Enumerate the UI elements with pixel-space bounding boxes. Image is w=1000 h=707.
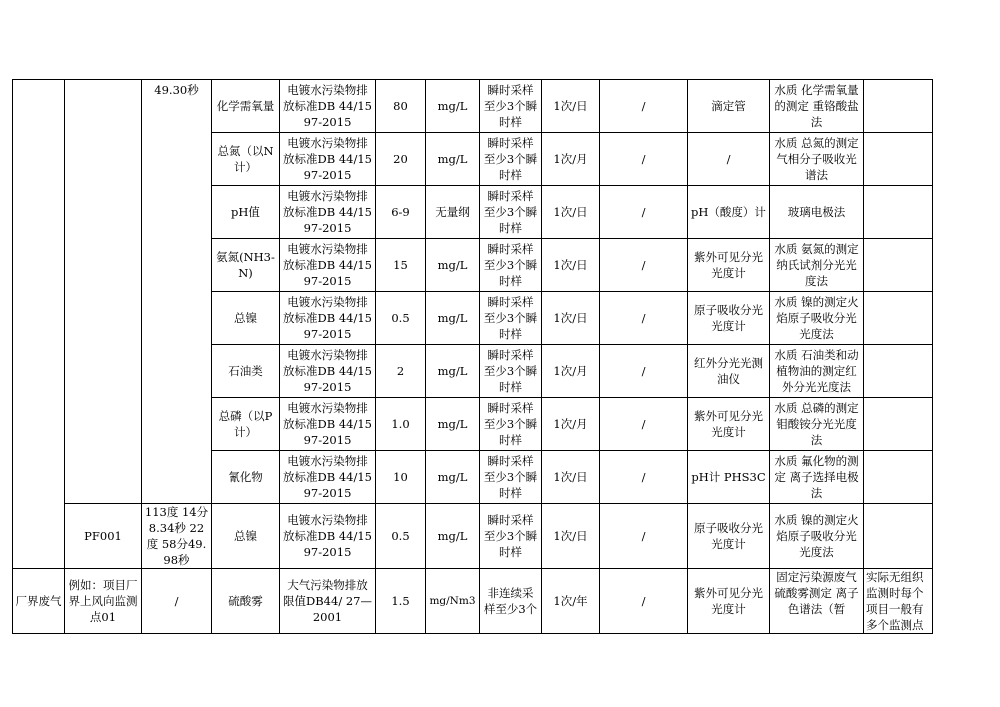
limit-cell: 10 bbox=[376, 451, 426, 504]
standard-cell: 电镀水污染物排放标准DB 44/1597-2015 bbox=[280, 186, 376, 239]
unit-cell: mg/L bbox=[426, 239, 480, 292]
qc-cell: / bbox=[600, 292, 688, 345]
frequency-cell: 1次/日 bbox=[542, 239, 600, 292]
coords-cell: / bbox=[142, 569, 212, 634]
item-cell: 总磷（以P计） bbox=[212, 398, 280, 451]
frequency-cell: 1次/日 bbox=[542, 451, 600, 504]
note-cell-blank bbox=[864, 504, 933, 569]
sampling-cell: 瞬时采样至少3个瞬时样 bbox=[480, 133, 542, 186]
note-cell-blank bbox=[864, 398, 933, 451]
method-cell: 玻璃电极法 bbox=[770, 186, 864, 239]
instrument-cell: pH计 PHS3C bbox=[688, 451, 770, 504]
item-cell: 总氮（以N计） bbox=[212, 133, 280, 186]
instrument-cell: 红外分光光测油仪 bbox=[688, 345, 770, 398]
coords-cell: 49.30秒 bbox=[142, 80, 212, 504]
table-body bbox=[13, 80, 933, 634]
unit-cell: mg/Nm3 bbox=[426, 569, 480, 634]
limit-cell: 6-9 bbox=[376, 186, 426, 239]
method-cell: 固定污染源废气硫酸雾测定 离子色谱法（暂 bbox=[770, 569, 864, 634]
unit-cell: mg/L bbox=[426, 504, 480, 569]
item-cell: 总镍 bbox=[212, 504, 280, 569]
instrument-cell: 滴定管 bbox=[688, 80, 770, 133]
note-cell-blank bbox=[864, 186, 933, 239]
sampling-cell: 瞬时采样至少3个瞬时样 bbox=[480, 239, 542, 292]
frequency-cell: 1次/月 bbox=[542, 398, 600, 451]
frequency-cell: 1次/年 bbox=[542, 569, 600, 634]
limit-cell: 0.5 bbox=[376, 292, 426, 345]
method-cell: 水质 氨氮的测定 纳氏试剂分光光度法 bbox=[770, 239, 864, 292]
standard-cell: 电镀水污染物排放标准DB 44/1597-2015 bbox=[280, 398, 376, 451]
frequency-cell: 1次/日 bbox=[542, 186, 600, 239]
unit-cell: mg/L bbox=[426, 451, 480, 504]
standard-cell: 电镀水污染物排放标准DB 44/1597-2015 bbox=[280, 80, 376, 133]
method-cell: 水质 总磷的测定 钼酸铵分光光度法 bbox=[770, 398, 864, 451]
method-cell: 水质 化学需氧量的测定 重铬酸盐法 bbox=[770, 80, 864, 133]
sampling-cell: 瞬时采样至少3个瞬时样 bbox=[480, 292, 542, 345]
instrument-cell: 紫外可见分光光度计 bbox=[688, 569, 770, 634]
unit-cell: mg/L bbox=[426, 398, 480, 451]
sampling-cell: 瞬时采样至少3个瞬时样 bbox=[480, 398, 542, 451]
standard-cell: 电镀水污染物排放标准DB 44/1597-2015 bbox=[280, 133, 376, 186]
coords-cell: 113度 14分8.34秒 22度 58分49.98秒 bbox=[142, 504, 212, 569]
frequency-cell: 1次/月 bbox=[542, 345, 600, 398]
outlet-cell: PF001 bbox=[65, 504, 142, 569]
limit-cell: 2 bbox=[376, 345, 426, 398]
instrument-cell: / bbox=[688, 133, 770, 186]
qc-cell: / bbox=[600, 133, 688, 186]
item-cell: pH值 bbox=[212, 186, 280, 239]
item-cell: 氰化物 bbox=[212, 451, 280, 504]
table-row bbox=[13, 569, 933, 634]
category-cell: 厂界废气 bbox=[13, 569, 65, 634]
standard-cell: 电镀水污染物排放标准DB 44/1597-2015 bbox=[280, 451, 376, 504]
instrument-cell: 原子吸收分光光度计 bbox=[688, 292, 770, 345]
qc-cell: / bbox=[600, 239, 688, 292]
unit-cell: mg/L bbox=[426, 80, 480, 133]
qc-cell: / bbox=[600, 186, 688, 239]
qc-cell: / bbox=[600, 345, 688, 398]
frequency-cell: 1次/日 bbox=[542, 80, 600, 133]
sampling-cell: 非连续采样至少3个 bbox=[480, 569, 542, 634]
unit-cell: mg/L bbox=[426, 345, 480, 398]
standard-cell: 电镀水污染物排放标准DB 44/1597-2015 bbox=[280, 239, 376, 292]
method-cell: 水质 镍的测定火焰原子吸收分光光度法 bbox=[770, 292, 864, 345]
sampling-cell: 瞬时采样至少3个瞬时样 bbox=[480, 451, 542, 504]
method-cell: 水质 石油类和动植物油的测定红外分光光度法 bbox=[770, 345, 864, 398]
unit-cell: mg/L bbox=[426, 133, 480, 186]
item-cell: 硫酸雾 bbox=[212, 569, 280, 634]
unit-cell: 无量纲 bbox=[426, 186, 480, 239]
sampling-cell: 瞬时采样至少3个瞬时样 bbox=[480, 80, 542, 133]
note-cell: 实际无组织监测时每个项目一般有多个监测点 bbox=[864, 569, 933, 634]
monitoring-table bbox=[12, 79, 933, 634]
limit-cell: 0.5 bbox=[376, 504, 426, 569]
note-cell-blank bbox=[864, 239, 933, 292]
note-cell-blank bbox=[864, 80, 933, 133]
note-cell-blank bbox=[864, 292, 933, 345]
note-cell-blank bbox=[864, 451, 933, 504]
method-cell: 水质 总氮的测定 气相分子吸收光谱法 bbox=[770, 133, 864, 186]
frequency-cell: 1次/日 bbox=[542, 504, 600, 569]
item-cell: 化学需氧量 bbox=[212, 80, 280, 133]
method-cell: 水质 镍的测定火焰原子吸收分光光度法 bbox=[770, 504, 864, 569]
limit-cell: 1.0 bbox=[376, 398, 426, 451]
limit-cell: 20 bbox=[376, 133, 426, 186]
standard-cell: 电镀水污染物排放标准DB 44/1597-2015 bbox=[280, 345, 376, 398]
frequency-cell: 1次/日 bbox=[542, 292, 600, 345]
category-cell-blank bbox=[13, 80, 65, 569]
note-cell-blank bbox=[864, 133, 933, 186]
instrument-cell: 紫外可见分光光度计 bbox=[688, 398, 770, 451]
standard-cell: 电镀水污染物排放标准DB 44/1597-2015 bbox=[280, 292, 376, 345]
instrument-cell: 原子吸收分光光度计 bbox=[688, 504, 770, 569]
limit-cell: 15 bbox=[376, 239, 426, 292]
standard-cell: 电镀水污染物排放标准DB 44/1597-2015 bbox=[280, 504, 376, 569]
sampling-cell: 瞬时采样至少3个瞬时样 bbox=[480, 186, 542, 239]
sampling-cell: 瞬时采样至少3个瞬时样 bbox=[480, 345, 542, 398]
limit-cell: 1.5 bbox=[376, 569, 426, 634]
unit-cell: mg/L bbox=[426, 292, 480, 345]
qc-cell: / bbox=[600, 451, 688, 504]
standard-cell: 大气污染物排放限值DB44/ 27—2001 bbox=[280, 569, 376, 634]
sampling-cell: 瞬时采样至少3个瞬时样 bbox=[480, 504, 542, 569]
instrument-cell: 紫外可见分光光度计 bbox=[688, 239, 770, 292]
qc-cell: / bbox=[600, 80, 688, 133]
outlet-cell-blank bbox=[65, 80, 142, 504]
item-cell: 总镍 bbox=[212, 292, 280, 345]
point-cell: 例如：项目厂界上风向监测点01 bbox=[65, 569, 142, 634]
qc-cell: / bbox=[600, 398, 688, 451]
item-cell: 石油类 bbox=[212, 345, 280, 398]
item-cell: 氨氮(NH3-N) bbox=[212, 239, 280, 292]
qc-cell: / bbox=[600, 504, 688, 569]
limit-cell: 80 bbox=[376, 80, 426, 133]
qc-cell: / bbox=[600, 569, 688, 634]
instrument-cell: pH（酸度）计 bbox=[688, 186, 770, 239]
table-row bbox=[13, 80, 933, 133]
method-cell: 水质 氟化物的测定 离子选择电极法 bbox=[770, 451, 864, 504]
frequency-cell: 1次/月 bbox=[542, 133, 600, 186]
table-row bbox=[13, 504, 933, 569]
note-cell-blank bbox=[864, 345, 933, 398]
